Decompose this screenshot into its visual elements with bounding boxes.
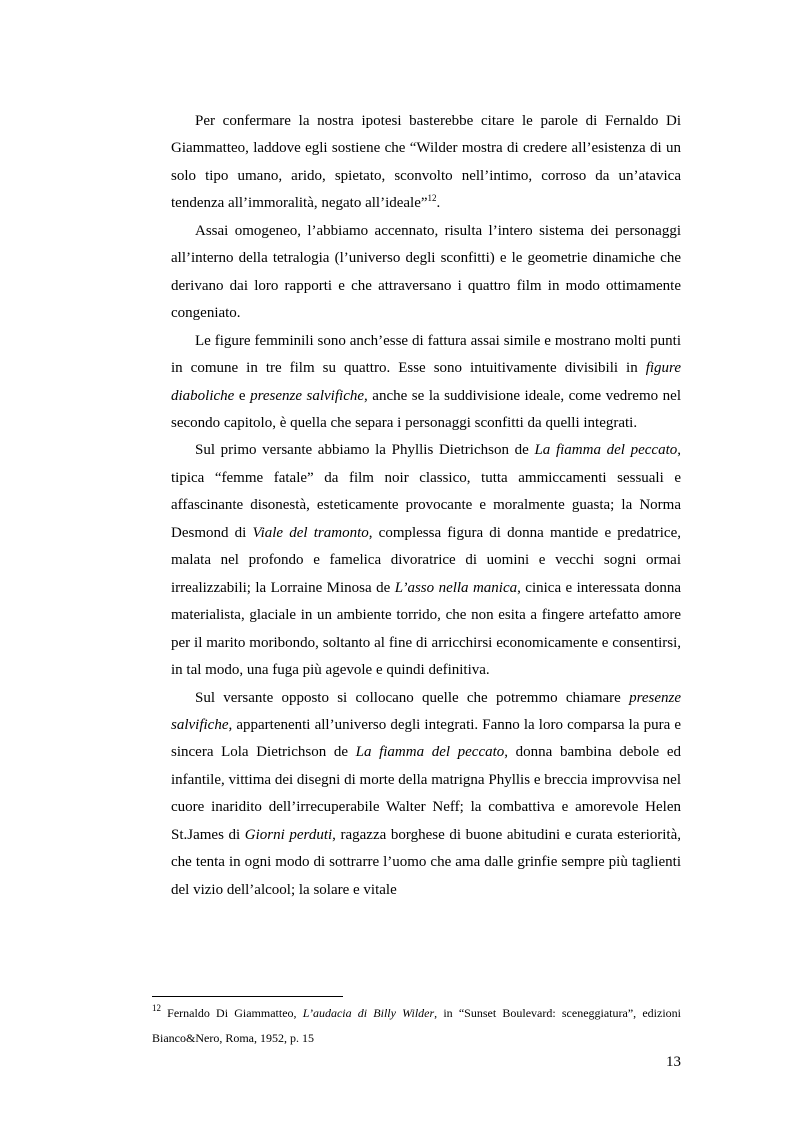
italic-title: figure diaboliche [171, 360, 681, 404]
italic-title: presenze salvifiche, [171, 689, 681, 733]
italic-title: L’asso nella manica [394, 579, 518, 596]
footnote [152, 1001, 681, 1051]
text-run: Sul primo versante abbiamo la Phyllis Dietrichson de [195, 442, 535, 459]
text-run: appartenenti all’universo degli integrati. Fanno la loro comparsa la pura e sincera Lola Dietrichson de [171, 716, 681, 761]
paragraph [171, 437, 681, 684]
page-number: 13 [666, 1054, 681, 1070]
text-run: . [436, 195, 441, 212]
footnote-ref: 12 [427, 193, 437, 204]
text-run: , tipica “femme fatale” da film noir classico, tutta ammiccamenti sessuali e affascinante disonestà, esteticamente provocante e moralmente guasta; la Norma Desmond di [171, 442, 681, 541]
italic-title: La fiamma del peccato [534, 442, 678, 459]
text-run: Sul versante opposto si collocano quelle che potremmo chiamare [195, 689, 630, 706]
text-run: e [234, 387, 251, 404]
text-run: , in “Sunset Boulevard: sceneggiatura”, edizioni Bianco&Nero, Roma, 1952, p. 15 [152, 1006, 682, 1045]
text-run: , ragazza borghese di buone abitudini e curata esteriorità, che tenta in ogni modo di sottrarre l’uomo che ama dalle grinfie sempre più taglienti del vizio dell’alcool; la solare e vitale [171, 826, 681, 898]
italic-title: Viale del tramonto [252, 524, 369, 541]
paragraph [171, 218, 681, 328]
text-run: Assai omogeneo, l’abbiamo accennato, risulta l’intero sistema dei personaggi all’interno della tetralogia (l’universo degli sconfitti) e le geometrie dinamiche che derivano dai loro rapporti e che attraversano i quattro film in modo ottimamente congeniato. [171, 222, 681, 322]
text-run: , complessa figura di donna mantide e predatrice, malata nel profondo e famelica divoratrice di uomini e vecchi sogni ormai irrealizzabili; la Lorraine Minosa de [171, 524, 681, 596]
text-run: Le figure femminili sono anch’esse di fattura assai simile e mostrano molti punti in comune in tre film su quattro. Esse sono intuitivamente divisibili in [171, 332, 681, 377]
text-run: , cinica e interessata donna materialista, glaciale in un ambiente torrido, che non esita a fingere artefatto amore per il marito moribondo, soltanto al fine di arricchirsi economicamente e consentirsi, in tal modo, una fuga più agevole e quindi definitiva. [171, 579, 681, 679]
text-run: , donna bambina debole ed infantile, vittima dei disegni di morte della matrigna Phyllis e breccia improvvisa nel cuore inaridito dell’irrecuperabile Walter Neff; la combattiva e amorevole Helen St.James di [171, 744, 681, 843]
italic-title: presenze salvifiche [250, 387, 365, 404]
italic-title: Giorni perduti [244, 826, 333, 843]
body-text [171, 108, 681, 904]
paragraph [171, 108, 681, 218]
italic-title: La fiamma del peccato [355, 744, 505, 761]
text-run: , anche se la suddivisione ideale, come vedremo nel secondo capitolo, è quella che separa i personaggi sconfitti da quelli integrati. [171, 387, 681, 431]
text-run: Fernaldo Di Giammatteo, [161, 1006, 303, 1020]
text-run: Per confermare la nostra ipotesi basterebbe citare le parole di Fernaldo Di Giammatteo, laddove egli sostiene che “Wilder mostra di credere all’esistenza di un solo tipo umano, arido, spietato, sconvolto nell’intimo, corroso da un’atavica tendenza all’immoralità, negato all’ideale” [171, 113, 681, 212]
footnote-ref: 12 [152, 1003, 161, 1013]
italic-title: L’audacia di Billy Wilder [302, 1006, 435, 1020]
paragraph [171, 328, 681, 438]
footnote-separator [152, 996, 343, 997]
paragraph [171, 685, 681, 905]
